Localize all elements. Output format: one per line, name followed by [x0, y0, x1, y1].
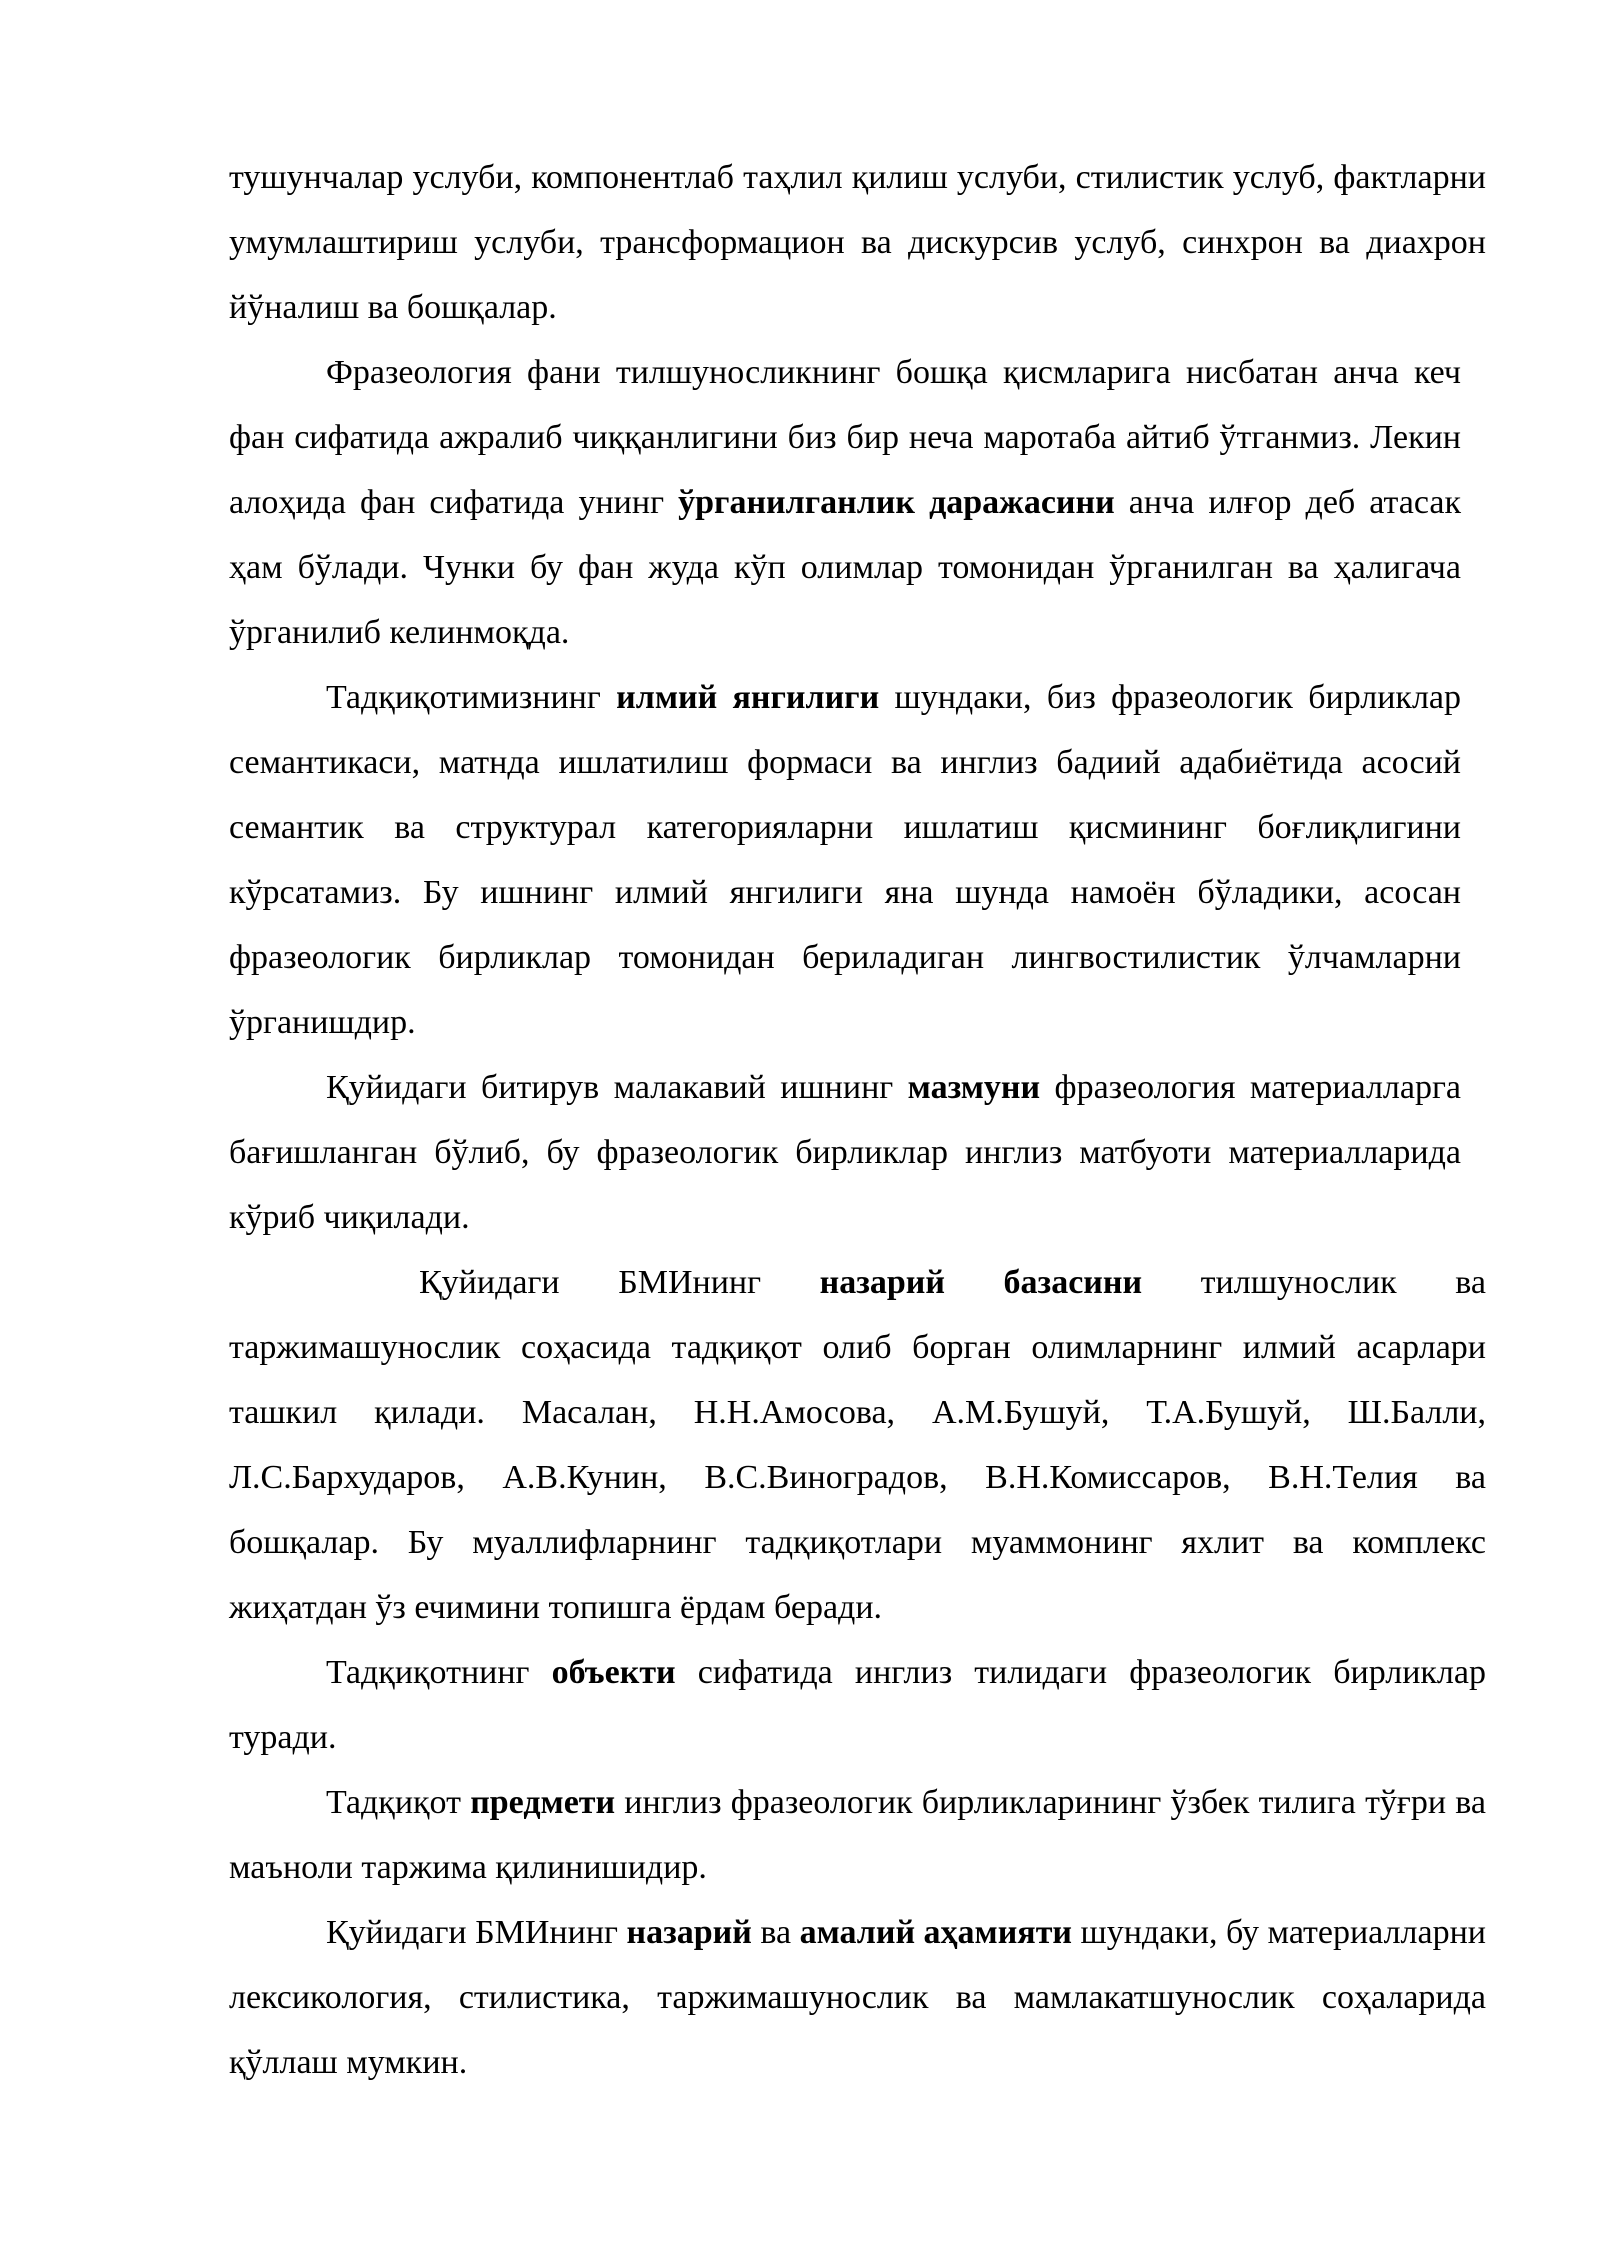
- paragraph-content: [229, 1055, 1461, 1250]
- bold-term: амалий аҳамияти: [799, 1914, 1072, 1951]
- paragraph-text: Тадқиқотимизнинг: [326, 679, 617, 716]
- bold-term: объекти: [551, 1654, 676, 1691]
- bold-term: ўрганилганлик даражасини: [678, 484, 1115, 521]
- paragraph-methods-continued: [229, 145, 1486, 340]
- paragraph-study-degree: [229, 340, 1461, 665]
- paragraph-text: Тадқиқот: [326, 1784, 471, 1821]
- paragraph-text: ва: [751, 1914, 800, 1951]
- bold-term: предмети: [470, 1784, 616, 1821]
- paragraph-text: Қуйидаги БМИнинг: [419, 1264, 820, 1301]
- bold-term: назарий: [626, 1914, 752, 1951]
- paragraph-text: Тадқиқотнинг: [326, 1654, 552, 1691]
- paragraph-text: шундаки, биз фразеологик бирликлар семантикаси, матнда ишлатилиш формаси ва инглиз бадиий адабиётида асосий семантик ва структурал категорияларни ишлатиш қисмининг боғлиқлигини кўрсатамиз. Бу ишнинг илмий янгилиги яна шунда намоён бўладики, асосан фразеологик бирликлар томонидан бериладиган лингвостилистик ўлчамларни ўрганишдир.: [229, 679, 1462, 1041]
- paragraph-research-subject: [229, 1770, 1486, 1900]
- paragraph-text: фразеология материалларга бағишланган бўлиб, бу фразеологик бирликлар инглиз матбуоти материалларида кўриб чиқилади.: [229, 1069, 1461, 1236]
- paragraph-text: тилшунослик ва таржимашунослик соҳасида тадқиқот олиб борган олимларнинг илмий асарлари ташкил қилади. Масалан, Н.Н.Амосова, А.М.Бушуй, Т.А.Бушуй, Ш.Балли, Л.С.Бархударов, А.В.Кунин, В.С.Виноградов, В.Н.Комиссаров, В.Н.Телия ва бошқалар. Бу муаллифларнинг тадқиқотлари муаммонинг яхлит ва комплекс жиҳатдан ўз ечимини топишга ёрдам беради.: [229, 1264, 1486, 1626]
- paragraph-text: Қуйидаги БМИнинг: [326, 1914, 627, 1951]
- paragraph-text: шундаки, бу материалларни лексикология, стилистика, таржимашунослик ва мамлакатшунослик соҳаларида қўллаш мумкин.: [229, 1914, 1486, 2081]
- paragraph-text: сифатида инглиз тилидаги фразеологик бирликлар туради.: [229, 1654, 1486, 1756]
- paragraph-significance: [229, 1900, 1486, 2095]
- paragraph-text: анча илғор деб атасак ҳам бўлади. Чунки бу фан жуда кўп олимлар томонидан ўрганилган ва ҳалигача ўрганилиб келинмоқда.: [229, 484, 1461, 651]
- bold-term: илмий янгилиги: [616, 679, 880, 716]
- bold-term: мазмуни: [907, 1069, 1041, 1106]
- paragraph-text: тушунчалар услуби, компонентлаб таҳлил қилиш услуби, стилистик услуб, фактларни умумлаштириш услуби, трансформацион ва дискурсив услуб, синхрон ва диахрон йўналиш ва бошқалар.: [229, 159, 1486, 326]
- paragraph-text: Қуйидаги битирув малакавий ишнинг: [326, 1069, 908, 1106]
- paragraph-theoretical-base: [229, 1250, 1486, 1640]
- paragraph-text: Фразеология фани тилшуносликнинг бошқа қисмларига нисбатан анча кеч фан сифатида ажралиб чиққанлигини биз бир неча маротаба айтиб ўтганмиз. Лекин алоҳида фан сифатида унинг: [229, 354, 1461, 521]
- paragraph-scientific-novelty: [229, 665, 1461, 1055]
- bold-term: назарий базасини: [819, 1264, 1143, 1301]
- document-body: [229, 145, 1486, 2095]
- paragraph-text: инглиз фразеологик бирликларининг ўзбек тилига тўғри ва маъноли таржима қилинишидир.: [229, 1784, 1486, 1886]
- paragraph-research-object: [229, 1640, 1486, 1770]
